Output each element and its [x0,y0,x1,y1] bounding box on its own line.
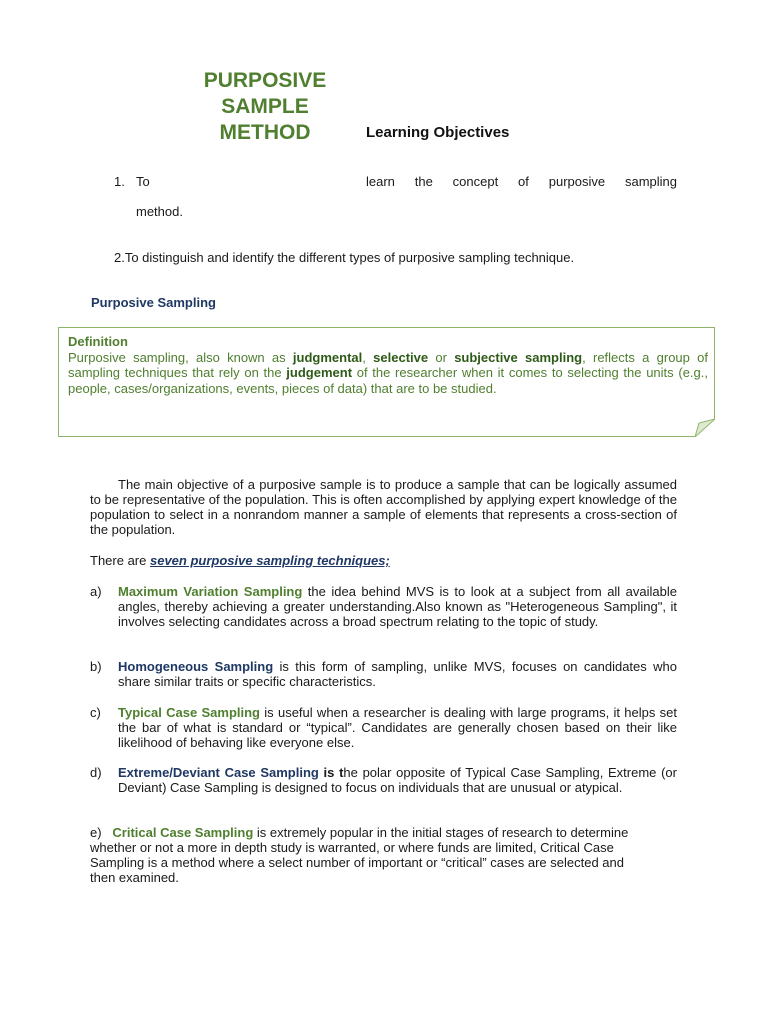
keyword-judgmental: judgmental [292,349,363,365]
keyword-judgement: judgement [286,365,353,380]
definition-title: Definition [68,334,128,349]
list-item [90,659,677,689]
objective-1-to: To [136,174,150,189]
objective-2: 2.To distinguish and identify the different types of purposive sampling technique. [114,250,575,265]
list-item-label: a) [90,584,102,599]
list-item-text: the idea behind MVS is to look at a subject from all available angles, thereby achieving a greater understanding.Also known as "Heterogeneous Sampling", it involves selecting candidates across a broad spectrum relating to the topic of study. [118,584,677,629]
title-line-3: METHOD [219,121,311,144]
seven-techniques-link[interactable]: seven purposive sampling techniques; [149,553,390,568]
list-item-term: Critical Case Sampling [112,825,254,840]
page-fold-icon [695,419,715,437]
definition-text: , reflects a group of sampling techniques that rely on the [68,349,708,380]
list-item-text: is useful when a researcher is dealing with large programs, it helps set the bar of what is standard or “typical”. Candidates are generally chosen based on their like likelihood of behaving like everyone else. [118,705,678,750]
list-item [90,765,677,795]
list-item-term: Typical Case Sampling [118,705,260,720]
main-paragraph: The main objective of a purposive sample is to produce a sample that can be logically assumed to be representative of the population. This is often accomplished by applying expert knowledge of the population to select in a nonrandom manner a sample of elements that represents a cross-section of the population. [90,477,677,537]
definition-content [68,334,708,396]
seven-prefix: There are [90,553,150,568]
objective-1-text: learn the concept of purposive sampling [366,174,677,189]
purposive-sampling-heading: Purposive Sampling [91,295,216,310]
list-item-text: is extremely popular in the initial stages of research to determine whether or not a more in depth study is warranted, or where funds are limited, Critical Case Sampling is a method where a select number of important or “critical” cases are selected and then examined. [90,825,629,885]
objective-1-number: 1. [114,174,125,189]
definition-text: , [362,349,374,365]
list-item [90,705,677,750]
title-line-2: SAMPLE [221,95,309,118]
title-line-1: PURPOSIVE [203,69,327,92]
list-item-term: Maximum Variation Sampling [118,584,303,599]
list-item [90,825,650,885]
list-item-label: c) [90,705,101,720]
list-item-label: d) [90,765,102,780]
definition-text: Purposive sampling, also known as [68,349,293,365]
list-item-text: he polar opposite of Typical Case Sampling, Extreme (or Deviant) Case Sampling is designed to focus on individuals that are unusual or atypical. [118,765,677,795]
list-item-text: is this form of sampling, unlike MVS, focuses on candidates who share similar traits or specific characteristics. [118,659,677,689]
list-item-label: b) [90,659,102,674]
definition-text: or [428,349,455,365]
keyword-selective: selective [373,349,429,365]
objective-1-continuation: method. [136,204,183,219]
list-item-term: Homogeneous Sampling [118,659,274,674]
learning-objectives-heading: Learning Objectives [366,124,510,141]
keyword-subjective-sampling: subjective sampling [454,349,583,365]
list-item-term: Extreme/Deviant Case Sampling [118,765,319,780]
list-item [90,584,677,629]
definition-box [58,327,715,437]
document-title [165,68,365,146]
seven-techniques-line [90,553,677,568]
list-item-label: e) [90,825,102,840]
definition-text: of the researcher when it comes to selecting the units (e.g., people, cases/organizations, events, pieces of data) that are to be studied. [68,365,708,396]
list-item-bold-join: is t [318,765,344,780]
